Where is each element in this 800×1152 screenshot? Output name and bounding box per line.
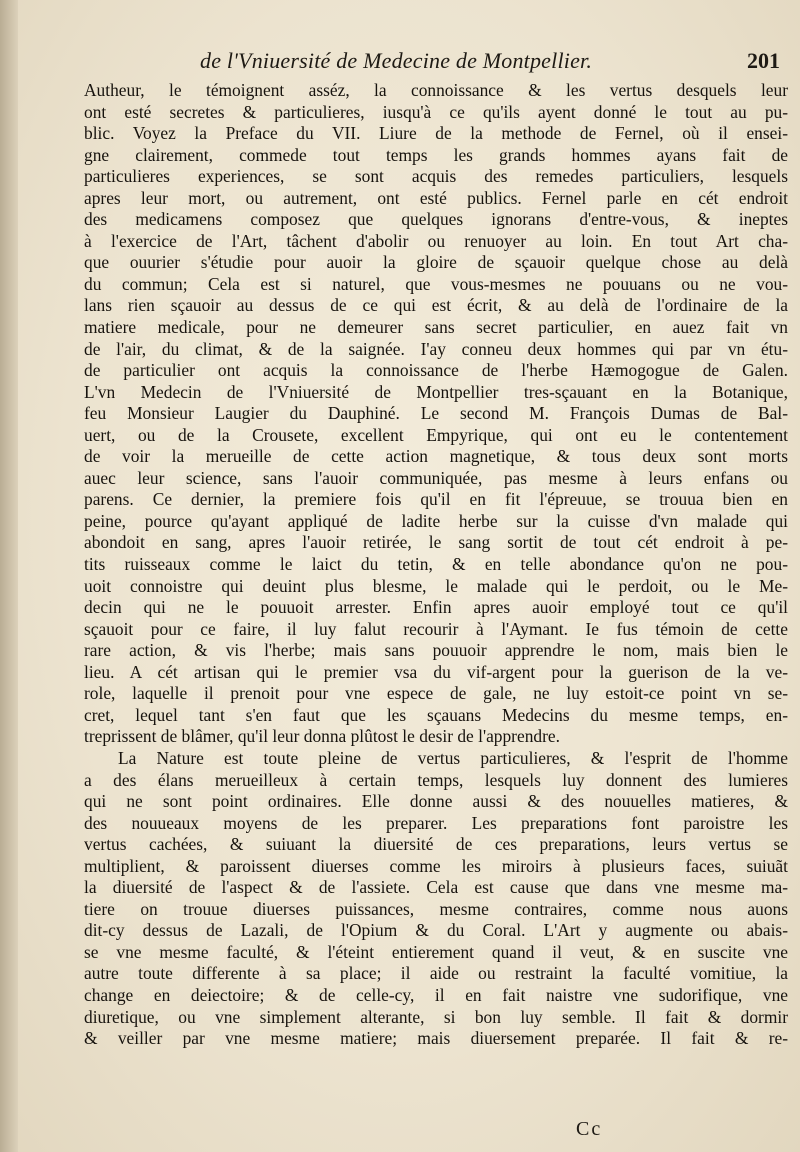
text-line: abondoit en sang, apres l'auoir retirée, le sang sortit de tout cét endroit à pe- xyxy=(84,532,788,553)
text-line: cret, lequel tant s'en faut que les sçauans Medecins du mesme temps, en- xyxy=(84,704,788,725)
text-line: du commun; Cela est si naturel, que vous-mesmes ne pouuans ou ne vou- xyxy=(84,273,788,294)
text-line: L'vn Medecin de l'Vniuersité de Montpellier tres-sçauant en la Botanique, xyxy=(84,381,788,402)
text-line: uert, ou de la Crousete, excellent Empyrique, qui ont eu le contentement xyxy=(84,424,788,445)
text-line: se vne mesme faculté, & l'éteint entierement quand il veut, & en suscite vne xyxy=(84,941,788,962)
page-number: 201 xyxy=(747,48,780,73)
text-line: matiere medicale, pour ne demeurer sans secret particulier, en auez fait vn xyxy=(84,317,788,338)
text-line: de particulier ont acquis la connoissance de l'herbe Hæmogogue de Galen. xyxy=(84,360,788,381)
text-line: de l'air, du climat, & de la saignée. I'ay conneu deux hommes qui par vn étu- xyxy=(84,338,788,359)
text-line: ont esté secretes & particulieres, iusqu'à ce qu'ils ayent donné le tout au pu- xyxy=(84,101,788,122)
text-line: parens. Ce dernier, la premiere fois qu'il en fit l'épreuue, se trouua bien en xyxy=(84,489,788,510)
text-line: qui ne sont point ordinaires. Elle donne aussi & des nouuelles matieres, & xyxy=(84,791,788,812)
text-line: blic. Voyez la Preface du VII. Liure de la methode de Fernel, où il ensei- xyxy=(84,123,788,144)
text-line: tiere on trouue diuerses puissances, mesme contraires, comme nous auons xyxy=(84,898,788,919)
text-line: lieu. A cét artisan qui le premier vsa du vif-argent pour la guerison de la ve- xyxy=(84,661,788,682)
text-line: diuretique, ou vne simplement alterante, si bon luy semble. Il fait & dormir xyxy=(84,1006,788,1027)
running-title: de l'Vniuersité de Medecine de Montpellier. xyxy=(200,48,593,73)
text-line: vertus cachées, & suiuant la diuersité de ces preparations, leurs vertus se xyxy=(84,834,788,855)
text-line: apres leur mort, ou autrement, ont esté publics. Fernel parle en cét endroit xyxy=(84,187,788,208)
text-line: & veiller par vne mesme matiere; mais diuersement preparée. Il fait & re- xyxy=(84,1028,788,1049)
text-line: des medicamens composez que quelques ignorans d'entre-vous, & ineptes xyxy=(84,209,788,230)
text-line: gne clairement, commede tout temps les grands hommes ayans fait de xyxy=(84,144,788,165)
text-line: la diuersité de l'aspect & de l'assiete. Cela est cause que dans vne mesme ma- xyxy=(84,877,788,898)
catchword: Cc xyxy=(576,1118,603,1140)
text-line: multiplient, & paroissent diuerses comme les miroirs à plusieurs faces, suiuãt xyxy=(84,855,788,876)
text-line: feu Monsieur Laugier du Dauphiné. Le second M. François Dumas de Bal- xyxy=(84,403,788,424)
text-line: particulieres experiences, se sont acquis des remedes particuliers, lesquels xyxy=(84,166,788,187)
text-line: uoit connoistre qui deuint plus blesme, le malade qui le perdoit, ou le Me- xyxy=(84,575,788,596)
text-line: dit-cy dessus de Lazali, de l'Opium & du Coral. L'Art y augmente ou abais- xyxy=(84,920,788,941)
text-line: a des élans merueilleux à certain temps, lesquels luy donnent des lumieres xyxy=(84,769,788,790)
text-line: Autheur, le témoignent asséz, la connoissance & les vertus desquels leur xyxy=(84,80,788,100)
text-line: peine, pource qu'ayant appliqué de ladite herbe sur la cuisse d'vn malade qui xyxy=(84,510,788,531)
text-line: à l'exercice de l'Art, tâchent d'abolir ou renuoyer au loin. En tout Art cha- xyxy=(84,230,788,251)
page-header xyxy=(196,48,780,82)
text-line: auec leur science, sans l'auoir communiquée, pas mesme à leurs enfans ou xyxy=(84,467,788,488)
text-line: rare action, & vis l'herbe; mais sans pouuoir apprendre le nom, mais bien le xyxy=(84,640,788,661)
text-line: treprissent de blâmer, qu'il leur donna plûtost le desir de l'apprendre. xyxy=(84,726,560,747)
text-line: role, laquelle il prenoit pour vne espece de gale, ne luy estoit-ce point vn se- xyxy=(84,683,788,704)
text-line: lans rien sçauoir au dessus de ce qui est écrit, & au delà de l'ordinaire de la xyxy=(84,295,788,316)
body-text xyxy=(84,80,788,1050)
text-line: que ouurier s'étudie pour auoir la gloire de sçauoir quelque chose au delà xyxy=(84,252,788,273)
text-line: de voir la merueille de cette action magnetique, & tous deux sont morts xyxy=(84,446,788,467)
text-line: La Nature est toute pleine de vertus particulieres, & l'esprit de l'homme xyxy=(118,747,788,768)
text-line: tits ruisseaux comme le laict du tetin, & en telle abondance qu'on ne pou- xyxy=(84,554,788,575)
text-line: change en deiectoire; & de celle-cy, il en fait naistre vne sudorifique, vne xyxy=(84,984,788,1005)
text-line: sçauoit pour ce faire, il luy falut recourir à l'Aymant. Ie fus témoin de cette xyxy=(84,618,788,639)
page-gutter-shadow xyxy=(0,0,18,1152)
text-line: autre toute differente à sa place; il aide ou restraint la faculté vomitiue, la xyxy=(84,963,788,984)
text-line: decin qui ne le pouuoit arrester. Enfin apres auoir employé tout ce qu'il xyxy=(84,597,788,618)
text-line: des nouueaux moyens de les preparer. Les preparations font paroistre les xyxy=(84,812,788,833)
